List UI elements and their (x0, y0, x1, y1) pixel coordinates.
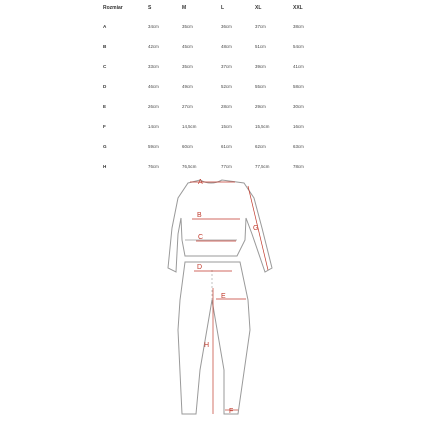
header-size-s: S (148, 5, 152, 11)
table-cell: 15,5cm (255, 124, 270, 129)
table-cell: 60cm (182, 144, 193, 149)
table-cell: 42cm (148, 44, 159, 49)
table-row-key: G (103, 144, 107, 149)
table-cell: 26cm (148, 104, 159, 109)
table-row-key: C (103, 64, 107, 69)
table-cell: 37cm (221, 64, 232, 69)
table-cell: 76cm (148, 164, 159, 169)
table-cell: 77,5cm (255, 164, 270, 169)
pants-outline (178, 262, 250, 414)
table-cell: 63cm (293, 144, 304, 149)
table-cell: 35cm (182, 24, 193, 29)
table-row-key: H (103, 164, 107, 169)
table-cell: 30cm (293, 104, 304, 109)
table-cell: 34cm (148, 24, 159, 29)
table-cell: 14,5cm (182, 124, 197, 129)
table-row-key: F (103, 124, 106, 129)
table-cell: 16cm (293, 124, 304, 129)
table-cell: 15cm (221, 124, 232, 129)
table-cell: 58cm (293, 84, 304, 89)
table-cell: 61cm (221, 144, 232, 149)
header-size-label: Rozmiar (103, 5, 123, 11)
table-row-key: B (103, 44, 107, 49)
table-row-key: D (103, 84, 107, 89)
label-g: G (253, 225, 259, 232)
table-cell: 41cm (293, 64, 304, 69)
label-h: H (204, 342, 210, 349)
header-size-xxl: XXL (293, 5, 303, 11)
table-cell: 39cm (255, 64, 266, 69)
label-f: F (229, 408, 234, 415)
header-size-m: M (182, 5, 187, 11)
table-cell: 77cm (221, 164, 232, 169)
table-cell: 52cm (221, 84, 232, 89)
table-cell: 62cm (255, 144, 266, 149)
table-cell: 49cm (182, 84, 193, 89)
table-cell: 37cm (255, 24, 266, 29)
label-a: A (198, 179, 203, 186)
table-cell: 28cm (221, 104, 232, 109)
label-c: C (198, 234, 204, 241)
table-cell: 38cm (293, 24, 304, 29)
table-cell: 51cm (255, 44, 266, 49)
table-cell: 45cm (182, 44, 193, 49)
table-cell: 55cm (255, 84, 266, 89)
header-size-xl: XL (255, 5, 262, 11)
header-size-l: L (221, 5, 225, 11)
table-row-key: A (103, 24, 107, 29)
table-row-key: E (103, 104, 107, 109)
table-cell: 14cm (148, 124, 159, 129)
table-cell: 48cm (221, 44, 232, 49)
table-cell: 29cm (255, 104, 266, 109)
table-cell: 36cm (221, 24, 232, 29)
table-cell: 33cm (148, 64, 159, 69)
table-cell: 35cm (182, 64, 193, 69)
table-cell: 27cm (182, 104, 193, 109)
label-e: E (221, 293, 226, 300)
label-b: B (197, 212, 202, 219)
table-cell: 76,5cm (182, 164, 197, 169)
table-cell: 54cm (293, 44, 304, 49)
label-d: D (197, 264, 203, 271)
table-cell: 78cm (293, 164, 304, 169)
table-cell: 59cm (148, 144, 159, 149)
table-cell: 46cm (148, 84, 159, 89)
